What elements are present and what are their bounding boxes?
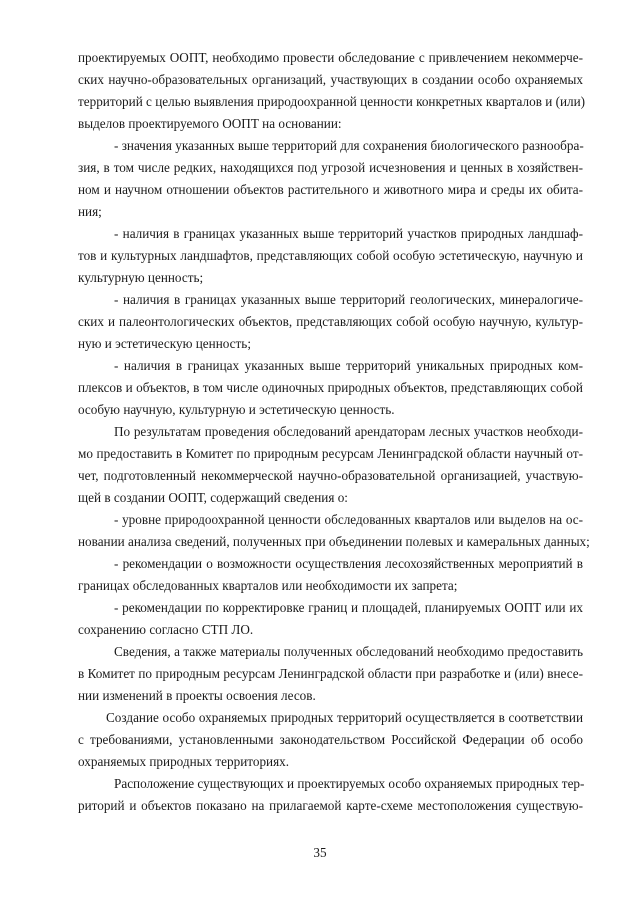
- text-line: ния;: [78, 204, 102, 219]
- text-line: - наличия в границах указанных выше территорий участков природных ландшаф-: [114, 226, 583, 241]
- text-line: новании анализа сведений, полученных при объединении полевых и камеральных данных;: [78, 534, 590, 549]
- text-line: нии изменений в проекты освоения лесов.: [78, 688, 316, 703]
- text-line: особую научную, культурную и эстетическую ценность.: [78, 402, 395, 417]
- text-line: мо предоставить в Комитет по природным ресурсам Ленинградской области научный от-: [78, 446, 583, 461]
- text-line: выделов проектируемого ООПТ на основании:: [78, 116, 342, 131]
- text-line: культурную ценность;: [78, 270, 204, 285]
- text-line: Расположение существующих и проектируемых особо охраняемых природных тер-: [114, 776, 585, 791]
- text-line: границах обследованных кварталов или необходимости их запрета;: [78, 578, 458, 593]
- text-line: ном и научном отношении объектов растительного и животного мира и среды их обита-: [78, 182, 583, 197]
- text-line: охраняемых природных территориях.: [78, 754, 290, 769]
- text-line: - рекомендации о возможности осуществления лесохозяйственных мероприятий в: [114, 556, 583, 571]
- page-number: 35: [313, 845, 327, 860]
- text-line: - наличия в границах указанных выше территорий уникальных природных ком-: [114, 358, 583, 373]
- text-line: ских и палеонтологических объектов, представляющих собой особую научную, культур-: [78, 314, 583, 329]
- text-line: сохранению согласно СТП ЛО.: [78, 622, 254, 637]
- text-line: зия, в том числе редких, находящихся под угрозой исчезновения и ценных в хозяйствен-: [78, 160, 583, 175]
- text-line: - значения указанных выше территорий для сохранения биологического разнообра-: [114, 138, 584, 153]
- text-line: ских научно-образовательных организаций, участвующих в создании особо охраняемых: [78, 72, 583, 87]
- text-line: Создание особо охраняемых природных территорий осуществляется в соответствии: [106, 710, 583, 725]
- text-line: тов и культурных ландшафтов, представляющих собой особую эстетическую, научную и: [78, 248, 583, 263]
- document-body: [78, 47, 590, 817]
- text-line: плексов и объектов, в том числе одиночных природных объектов, представляющих собой: [78, 380, 583, 395]
- text-line: По результатам проведения обследований арендаторам лесных участков необходи-: [114, 424, 583, 439]
- text-line: риторий и объектов показано на прилагаемой карте-схеме местоположения существую-: [78, 798, 583, 813]
- text-line: чет, подготовленный некоммерческой научно-образовательной организацией, участвую-: [78, 468, 583, 483]
- text-line: ную и эстетическую ценность;: [78, 336, 251, 351]
- text-line: щей в создании ООПТ, содержащий сведения о:: [78, 490, 348, 505]
- text-line: территорий с целью выявления природоохранной ценности конкретных кварталов и (или): [78, 94, 586, 109]
- text-line: проектируемых ООПТ, необходимо провести обследование с привлечением некоммерче-: [78, 50, 583, 65]
- text-line: с требованиями, установленными законодательством Российской Федерации об особо: [78, 732, 583, 747]
- text-line: в Комитет по природным ресурсам Ленинградской области при разработке и (или) внесе-: [78, 666, 583, 681]
- text-line: - наличия в границах указанных выше территорий геологических, минералогиче-: [114, 292, 583, 307]
- text-line: - уровне природоохранной ценности обследованных кварталов или выделов на ос-: [114, 512, 583, 527]
- text-line: Сведения, а также материалы полученных обследований необходимо предоставить: [114, 644, 583, 659]
- text-line: - рекомендации по корректировке границ и площадей, планируемых ООПТ или их: [114, 600, 583, 615]
